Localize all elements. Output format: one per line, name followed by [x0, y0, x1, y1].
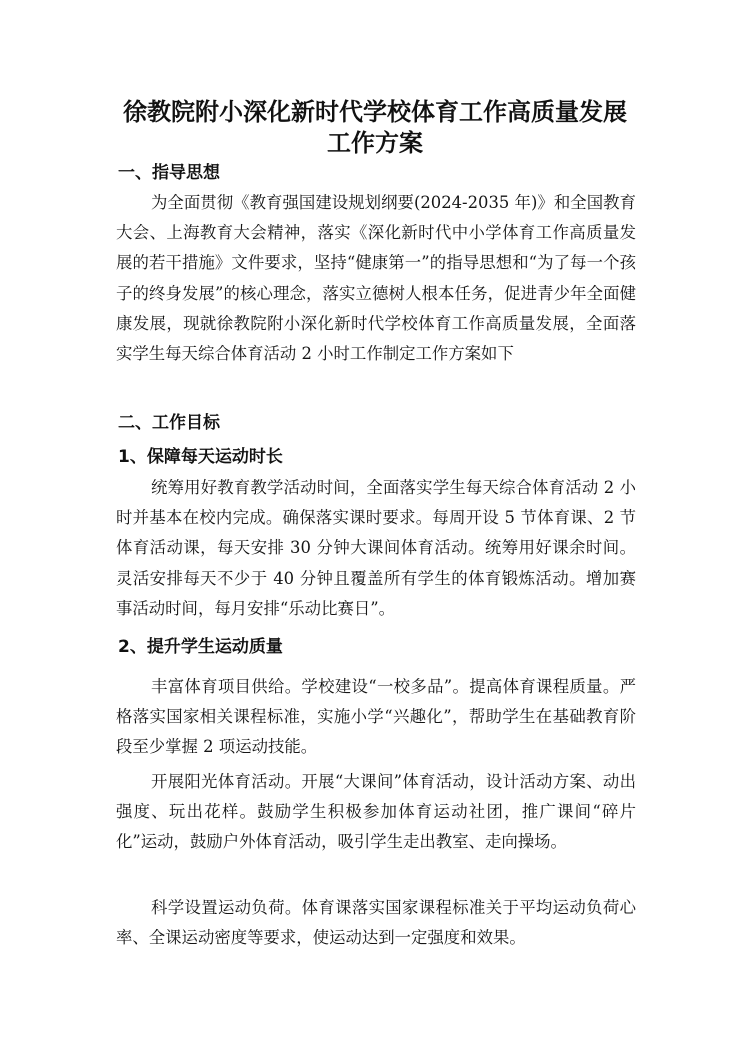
subsection-heading-daily-exercise: 1、保障每天运动时长 [118, 447, 283, 467]
document-title-line-2: 工作方案 [327, 129, 423, 157]
paragraph-sports-programs: 丰富体育项目供给。学校建设“一校多品”。提高体育课程质量。严格落实国家相关课程标准，实施小学“兴趣化”，帮助学生在基础教育阶段至少掌握 2 项运动技能。 [116, 677, 636, 757]
paragraph-sunshine-sports: 开展阳光体育活动。开展“大课间”体育活动，设计活动方案、动出强度、玩出花样。鼓励学生积极参加体育运动社团，推广课间“碎片化”运动，鼓励户外体育活动，吸引学生走出教室、走向操场。 [116, 772, 636, 852]
paragraph-guiding-ideology: 为全面贯彻《教育强国建设规划纲要(2024-2035 年)》和全国教育大会、上海教育大会精神，落实《深化新时代中小学体育工作高质量发展的若干措施》文件要求，坚持“健康第一”的指导思想和“为了每一个孩子的终身发展”的核心理念，落实立德树人根本任务，促进青少年全面健康发展，现就徐教院附小深化新时代学校体育工作高质量发展，全面落实学生每天综合体育活动 2 小时工作制定工作方案如下 [116, 193, 636, 364]
document-title-line-1: 徐教院附小深化新时代学校体育工作高质量发展 [123, 98, 627, 126]
paragraph-exercise-load: 科学设置运动负荷。体育课落实国家课程标准关于平均运动负荷心率、全课运动密度等要求，使运动达到一定强度和效果。 [116, 898, 636, 948]
section-heading-guiding-ideology: 一、指导思想 [118, 163, 220, 183]
section-heading-work-goals: 二、工作目标 [118, 413, 220, 433]
subsection-heading-exercise-quality: 2、提升学生运动质量 [118, 637, 283, 657]
paragraph-daily-exercise: 统筹用好教育教学活动时间，全面落实学生每天综合体育活动 2 小时并基本在校内完成。确保落实课时要求。每周开设 5 节体育课、2 节体育活动课，每天安排 30 分钟大课间体育活动。统筹用好课余时间。灵活安排每天不少于 40 分钟且覆盖所有学生的体育锻炼活动。增加赛事活动时间，每月安排“乐动比赛日”。 [116, 478, 636, 618]
